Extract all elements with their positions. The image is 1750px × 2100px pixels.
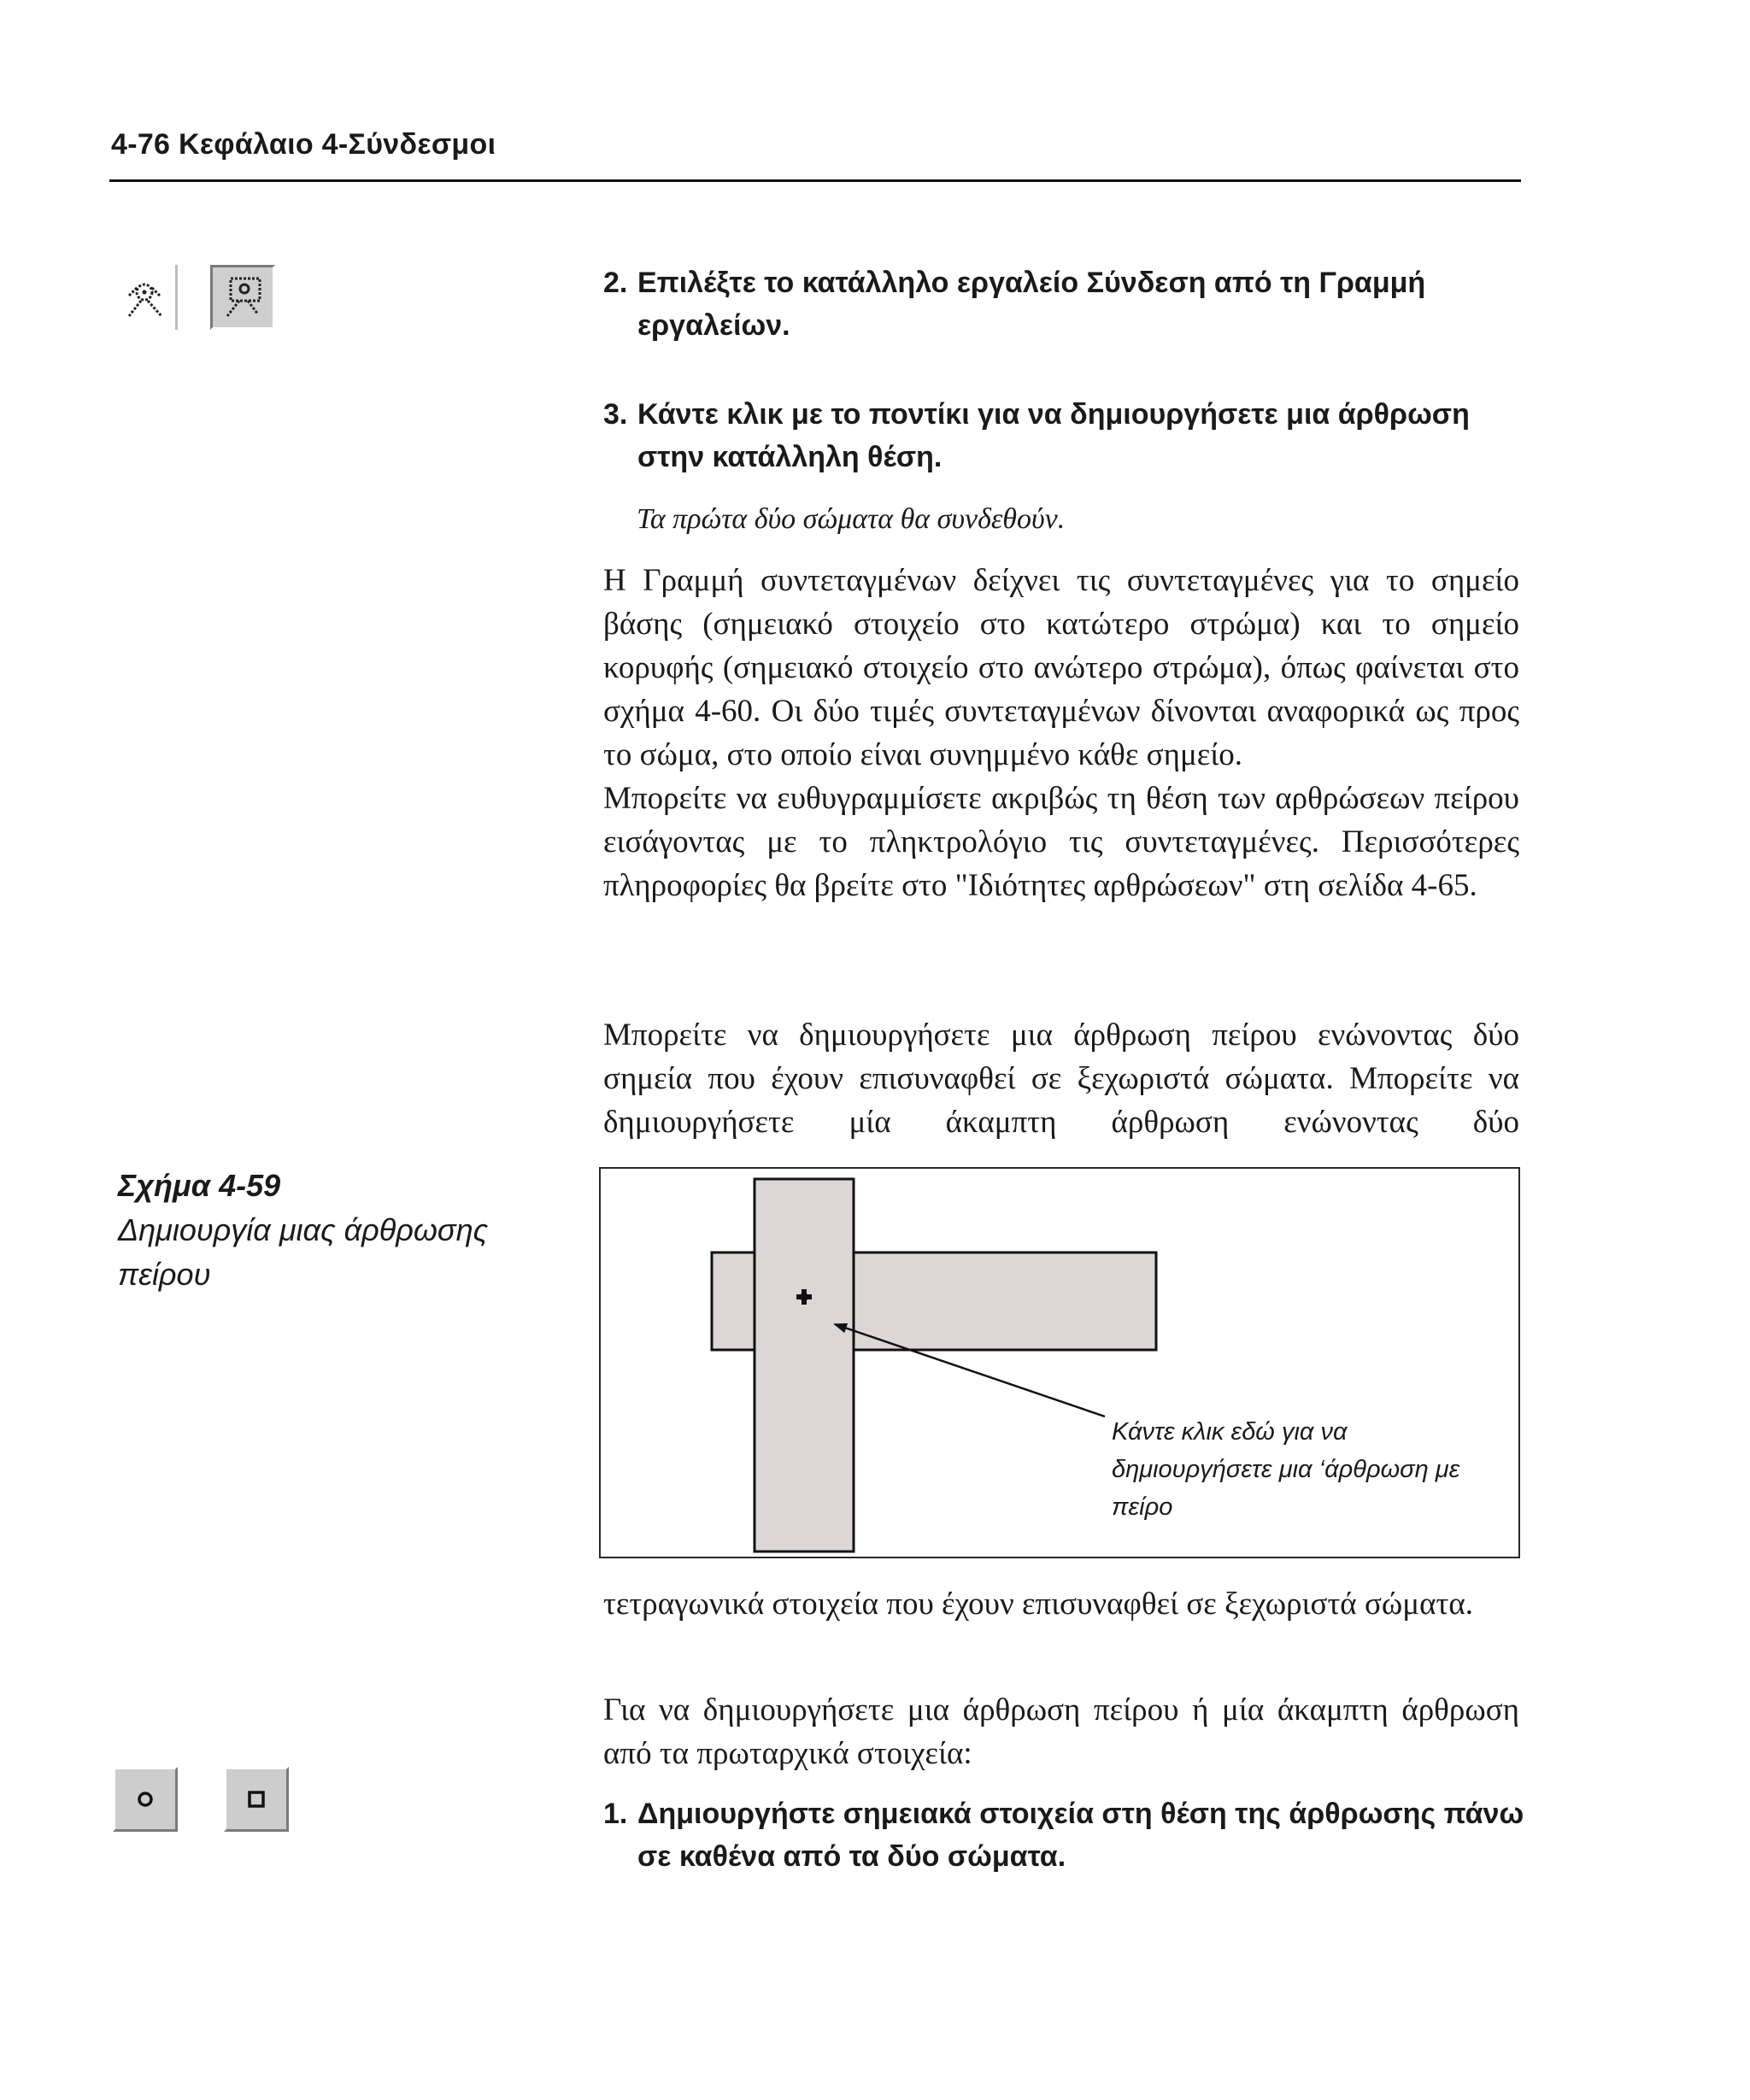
figure-callout-text: Κάντε κλικ εδώ για να δημιουργήσετε μια ‘άρθρωση με πείρο [1112,1418,1460,1521]
step-number: 2. [603,267,628,299]
step-text: Δημιουργήστε σημειακά στοιχεία στη θέση της άρθρωσης πάνω σε καθένα από τα δύο σώματα. [637,1798,1524,1873]
pin-joint-tool-icon[interactable] [113,265,178,330]
figure-number: Σχήμα 4-59 [118,1168,281,1203]
step-2 [603,261,1526,347]
step-3 [603,393,1526,478]
rigid-joint-tool-icon[interactable] [210,265,275,330]
paragraph-primitives-intro: Για να δημιουργήσετε μια άρθρωση πείρου ή μία άκαμπτη άρθρωση από τα πρωταρχικά στοιχεία: [603,1692,1519,1771]
coordinates-paragraph [603,559,1519,907]
figure-caption-text: Δημιουργία μιας άρθρωσης πείρου [118,1212,489,1292]
square-point-primitive-icon[interactable] [224,1767,289,1832]
paragraph-align-joints: Μπορείτε να ευθυγραμμίσετε ακριβώς τη θέση των αρθρώσεων πείρου εισάγοντας με το πληκτρολόγιο τις συντεταγμένες. Περισσότερες πληροφορίες θα βρείτε στο "Ιδιότητες αρθρώσεων" στη σελίδα 4-65. [603,781,1519,903]
step-1 [603,1792,1526,1878]
figure-caption [118,1164,562,1297]
paragraph-square-elements: τετραγωνικά στοιχεία που έχουν επισυναφθεί σε ξεχωριστά σώματα. [603,1587,1473,1622]
pin-joint-figure [599,1167,1520,1558]
paragraph-coordinate-bar: Η Γραμμή συντεταγμένων δείχνει τις συντεταγμένες για το σημείο βάσης (σημειακό στοιχείο στο κατώτερο στρώμα) και το σημείο κορυφής (σημειακό στοιχείο στο ανώτερο στρώμα), όπως φαίνεται στο σχήμα 4-60. Οι δύο τιμές συντεταγμένων δίνονται αναφορικά ως προς το σώμα, στο οποίο είναι συνημμένο κάθε σημείο. [603,563,1519,772]
point-primitive-icon[interactable] [113,1767,178,1832]
page-header: 4-76 Κεφάλαιο 4-Σύνδεσμοι [111,128,496,161]
step-number: 3. [603,398,628,431]
step-text: Επιλέξτε το κατάλληλο εργαλείο Σύνδεση από τη Γραμμή εργαλείων. [637,267,1426,342]
vertical-body [755,1179,854,1552]
step-text: Κάντε κλικ με το ποντίκι για να δημιουργήσετε μια άρθρωση στην κατάλληλη θέση. [637,398,1470,473]
paragraph-pin-joint-creation: Μπορείτε να δημιουργήσετε μια άρθρωση πείρου ενώνοντας δύο σημεία που έχουν επισυναφθεί σε ξεχωριστά σώματα. Μπορείτε να δημιουργήσετε μία άκαμπτη άρθρωση ενώνοντας δύο [603,1018,1519,1140]
header-rule [109,179,1521,182]
result-note: Τα πρώτα δύο σώματα θα συνδεθούν. [637,503,1066,535]
step-number: 1. [603,1798,628,1830]
